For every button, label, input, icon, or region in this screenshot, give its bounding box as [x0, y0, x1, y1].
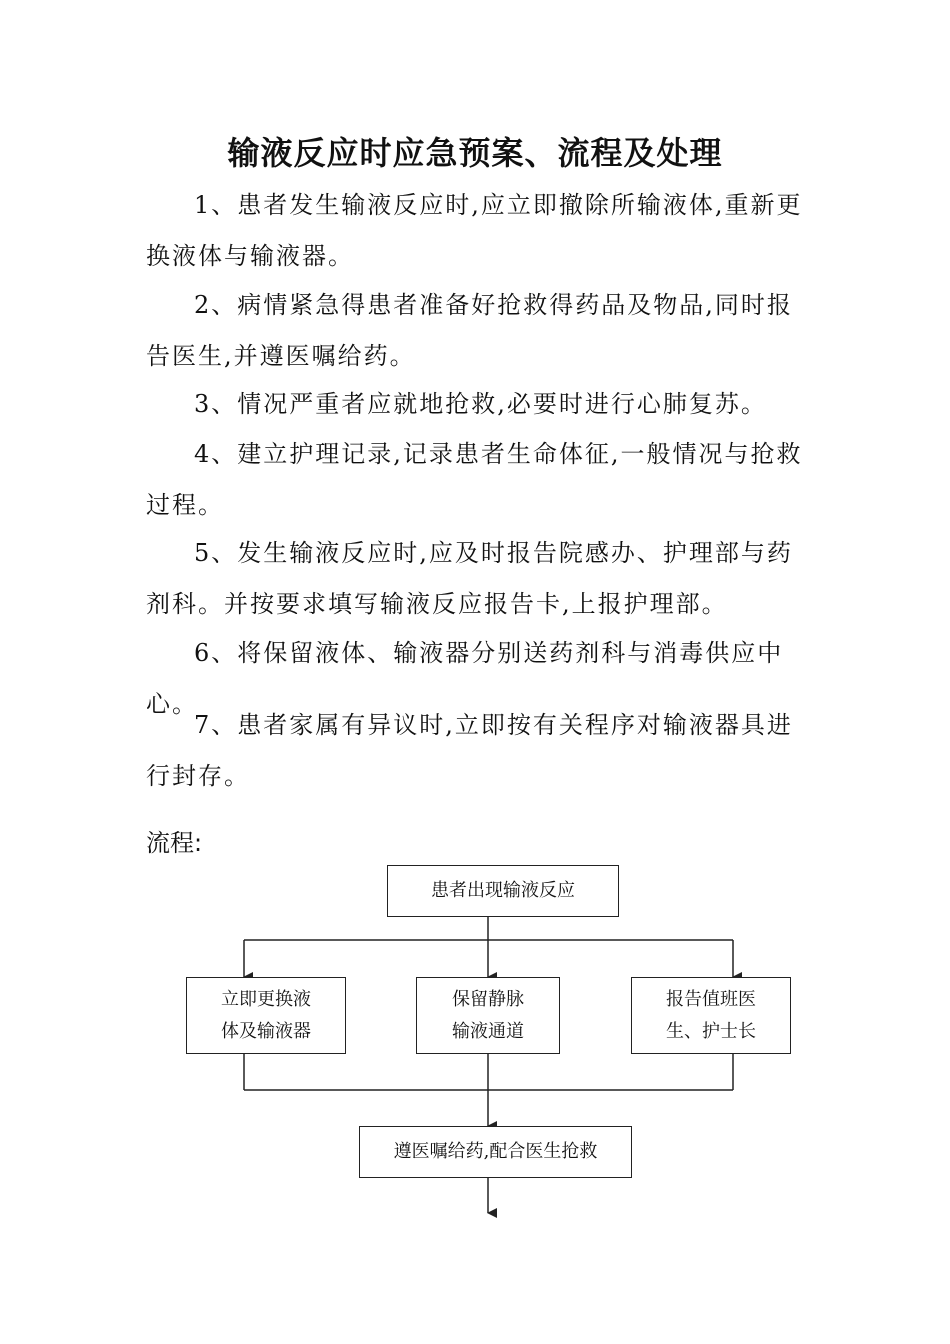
flow-box-replace-fluid-line2: 体及输液器 — [221, 1020, 311, 1042]
flow-box-end — [359, 1126, 632, 1178]
page-title: 输液反应时应急预案、流程及处理 — [227, 134, 723, 172]
flow-box-start-label: 患者出现输液反应 — [431, 880, 575, 901]
paragraph-5: 5、发生输液反应时,应及时报告院感办、护理部与药剂科。并按要求填写输液反应报告卡,上报护理部。 — [146, 539, 793, 618]
flow-box-start — [387, 865, 619, 917]
flow-box-keep-iv-line2: 输液通道 — [452, 1020, 524, 1042]
paragraph-1: 1、患者发生输液反应时,应立即撤除所输液体,重新更换液体与输液器。 — [146, 191, 803, 270]
paragraph-3: 3、情况严重者应就地抢救,必要时进行心肺复苏。 — [194, 390, 767, 418]
flow-box-replace-fluid-line1: 立即更换液 — [221, 988, 311, 1010]
paragraph-7: 7、患者家属有异议时,立即按有关程序对输液器具进行封存。 — [146, 711, 793, 790]
flow-box-keep-iv-line1: 保留静脉 — [452, 988, 524, 1010]
flow-box-end-label: 遵医嘱给药,配合医生抢救 — [393, 1141, 598, 1162]
flow-box-report-doctor — [631, 977, 791, 1054]
flow-box-report-doctor-line1: 报告值班医 — [666, 988, 756, 1010]
flow-box-replace-fluid — [186, 977, 346, 1054]
paragraph-4: 4、建立护理记录,记录患者生命体征,一般情况与抢救过程。 — [146, 440, 803, 519]
paragraph-6: 6、将保留液体、输液器分别送药剂科与消毒供应中心。 — [146, 639, 784, 718]
flow-label: 流程: — [146, 829, 203, 857]
flow-box-report-doctor-line2: 生、护士长 — [666, 1020, 756, 1042]
paragraph-2: 2、病情紧急得患者准备好抢救得药品及物品,同时报告医生,并遵医嘱给药。 — [146, 291, 793, 370]
flow-box-keep-iv — [416, 977, 560, 1054]
